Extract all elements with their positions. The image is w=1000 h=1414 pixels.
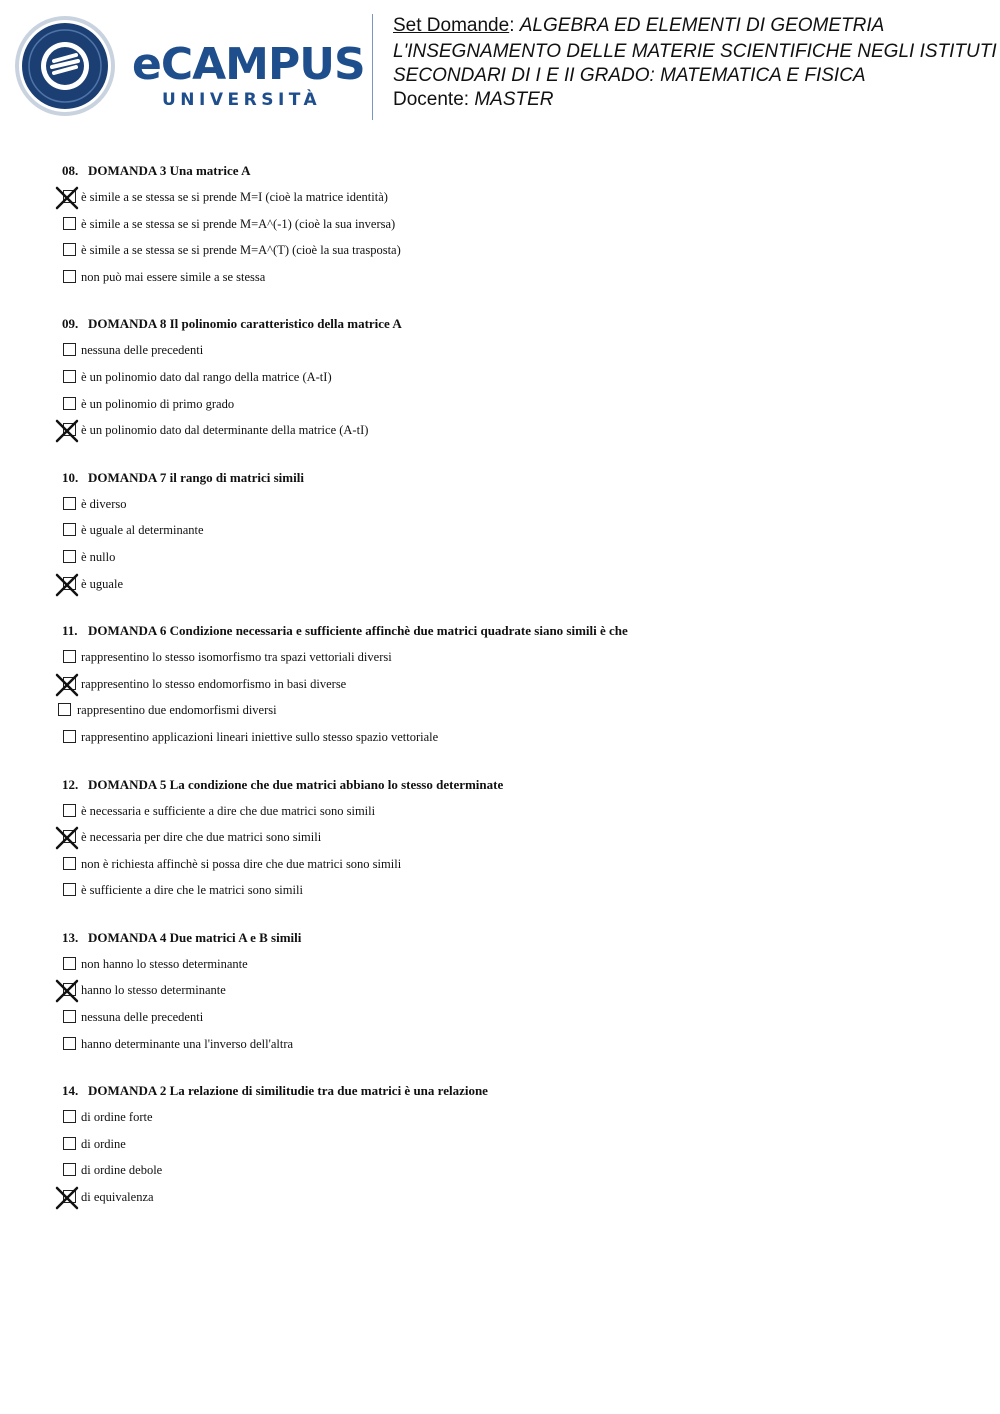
answer-label: nessuna delle precedenti bbox=[81, 1010, 204, 1025]
answer-label: nessuna delle precedenti bbox=[81, 343, 204, 358]
question-title bbox=[62, 158, 1000, 184]
question-number: 10. bbox=[62, 469, 79, 485]
answer-label: di equivalenza bbox=[81, 1190, 154, 1205]
answer-label: è un polinomio dato dal determinante della matrice (A-tI) bbox=[81, 423, 369, 438]
cross-mark-icon bbox=[54, 825, 80, 851]
question-block bbox=[0, 618, 1000, 750]
answer-option[interactable] bbox=[0, 1004, 1000, 1031]
question-number: 13. bbox=[62, 929, 79, 945]
answer-checkbox[interactable] bbox=[63, 1163, 76, 1176]
page-header bbox=[0, 0, 1000, 130]
answer-checkbox[interactable] bbox=[63, 217, 76, 230]
header-meta bbox=[393, 14, 997, 112]
answer-option[interactable] bbox=[0, 364, 1000, 391]
answer-label: rappresentino applicazioni lineari iniettive sullo stesso spazio vettoriale bbox=[81, 729, 439, 744]
answer-checkbox[interactable] bbox=[63, 370, 76, 383]
answer-option[interactable] bbox=[0, 571, 1000, 598]
answer-checkbox[interactable] bbox=[63, 804, 76, 817]
question-title bbox=[62, 1078, 1000, 1104]
answer-option[interactable] bbox=[0, 951, 1000, 978]
question-list bbox=[0, 158, 1000, 1232]
set-row bbox=[393, 14, 993, 38]
question-title bbox=[62, 772, 1000, 798]
cross-mark-icon bbox=[54, 978, 80, 1004]
answer-label: non hanno lo stesso determinante bbox=[81, 956, 248, 971]
answer-option[interactable] bbox=[0, 798, 1000, 825]
answer-label: è simile a se stessa se si prende M=I (cioè la matrice identità) bbox=[81, 190, 388, 204]
answer-option[interactable] bbox=[0, 517, 1000, 544]
set-value: ALGEBRA ED ELEMENTI DI GEOMETRIA bbox=[519, 15, 885, 36]
question-title bbox=[62, 618, 1000, 644]
question-number: 12. bbox=[62, 776, 79, 792]
answer-label: è necessaria e sufficiente a dire che due matrici sono simili bbox=[81, 803, 376, 818]
answer-option[interactable] bbox=[0, 544, 1000, 571]
teacher-row bbox=[393, 88, 993, 112]
cross-mark-icon bbox=[54, 418, 80, 444]
question-title bbox=[62, 925, 1000, 951]
answer-label: non è richiesta affinchè si possa dire che due matrici sono simili bbox=[81, 856, 402, 871]
answer-label: è diverso bbox=[81, 496, 127, 511]
answer-label: è simile a se stessa se si prende M=A^(T) (cioè la sua trasposta) bbox=[81, 243, 401, 258]
answer-checkbox[interactable] bbox=[63, 343, 76, 356]
answer-option[interactable] bbox=[0, 237, 1000, 264]
course-line-2 bbox=[393, 64, 993, 88]
answer-label: è sufficiente a dire che le matrici sono simili bbox=[81, 883, 303, 898]
answer-label: hanno determinante una l'inverso dell'altra bbox=[81, 1036, 294, 1051]
answer-option[interactable] bbox=[0, 644, 1000, 671]
answer-checkbox[interactable] bbox=[63, 1037, 76, 1050]
question-text: DOMANDA 2 La relazione di similitudie tra due matrici è una relazione bbox=[88, 1083, 488, 1099]
answer-checkbox[interactable] bbox=[63, 550, 76, 563]
answer-checkbox[interactable] bbox=[63, 1010, 76, 1023]
question-title bbox=[62, 465, 1000, 491]
question-block bbox=[0, 925, 1000, 1057]
answer-checkbox[interactable] bbox=[63, 397, 76, 410]
answer-label: di ordine forte bbox=[81, 1110, 153, 1125]
question-text: DOMANDA 5 La condizione che due matrici abbiano lo stesso determinate bbox=[88, 776, 504, 792]
teacher-label: Docente: bbox=[393, 89, 470, 110]
answer-checkbox[interactable] bbox=[63, 957, 76, 970]
answer-checkbox[interactable] bbox=[58, 703, 71, 716]
answer-checkbox[interactable] bbox=[63, 270, 76, 283]
cross-mark-icon bbox=[54, 1185, 80, 1211]
course-line-1 bbox=[393, 40, 997, 64]
question-number: 08. bbox=[62, 163, 79, 178]
logo-brand-text: eCAMPUS bbox=[132, 39, 365, 90]
question-number: 09. bbox=[62, 316, 79, 332]
question-text: DOMANDA 4 Due matrici A e B simili bbox=[88, 929, 302, 945]
answer-option[interactable] bbox=[0, 264, 1000, 291]
answer-option[interactable] bbox=[0, 337, 1000, 364]
question-number: 14. bbox=[62, 1083, 79, 1099]
university-wordmark-logo bbox=[132, 39, 365, 115]
answer-option[interactable] bbox=[0, 211, 1000, 238]
answer-option[interactable] bbox=[0, 1031, 1000, 1058]
question-text: DOMANDA 6 Condizione necessaria e sufficiente affinchè due matrici quadrate siano simili è che bbox=[88, 623, 628, 639]
set-label: Set Domande bbox=[393, 15, 510, 36]
answer-label: rappresentino due endomorfismi diversi bbox=[77, 703, 277, 718]
answer-option[interactable] bbox=[0, 977, 1000, 1004]
question-number: 11. bbox=[62, 623, 78, 639]
teacher-value: MASTER bbox=[474, 89, 554, 110]
answer-label: è uguale bbox=[81, 576, 123, 591]
answer-option[interactable] bbox=[0, 824, 1000, 851]
question-text: DOMANDA 7 il rango di matrici simili bbox=[88, 469, 304, 485]
answer-label: è un polinomio dato dal rango della matrice (A-tI) bbox=[81, 369, 332, 384]
answer-checkbox[interactable] bbox=[63, 523, 76, 536]
answer-checkbox[interactable] bbox=[63, 857, 76, 870]
answer-label: di ordine bbox=[81, 1136, 126, 1151]
question-block bbox=[0, 158, 1000, 290]
answer-checkbox[interactable] bbox=[63, 1137, 76, 1150]
answer-label: è un polinomio di primo grado bbox=[81, 396, 235, 411]
answer-label: è necessaria per dire che due matrici sono simili bbox=[81, 830, 322, 845]
answer-label: hanno lo stesso determinante bbox=[81, 983, 226, 998]
answer-checkbox[interactable] bbox=[63, 1110, 76, 1123]
answer-label: è simile a se stessa se si prende M=A^(-1) (cioè la sua inversa) bbox=[81, 216, 396, 231]
university-seal-logo bbox=[14, 15, 116, 117]
answer-checkbox[interactable] bbox=[63, 650, 76, 663]
answer-checkbox[interactable] bbox=[63, 883, 76, 896]
question-text: DOMANDA 3 Una matrice A bbox=[88, 163, 251, 178]
cross-mark-icon bbox=[54, 672, 80, 698]
cross-mark-icon bbox=[54, 185, 80, 211]
question-block bbox=[0, 1078, 1000, 1210]
answer-label: non può mai essere simile a se stessa bbox=[81, 269, 266, 284]
answer-label: è nullo bbox=[81, 549, 116, 564]
answer-checkbox[interactable] bbox=[63, 243, 76, 256]
logo-sub-text: UNIVERSITÀ bbox=[162, 90, 322, 110]
question-title bbox=[62, 311, 1000, 337]
course-line-2-text: SECONDARI DI I E II GRADO: MATEMATICA E FISICA bbox=[393, 65, 866, 86]
answer-option[interactable] bbox=[0, 391, 1000, 418]
course-line-1-text: L'INSEGNAMENTO DELLE MATERIE SCIENTIFICHE NEGLI ISTITUTI bbox=[393, 41, 997, 62]
answer-label: rappresentino lo stesso isomorfismo tra spazi vettoriali diversi bbox=[81, 650, 392, 665]
set-separator: : bbox=[509, 15, 515, 36]
answer-option[interactable] bbox=[0, 184, 1000, 211]
answer-option[interactable] bbox=[0, 1104, 1000, 1131]
answer-label: è uguale al determinante bbox=[81, 523, 204, 538]
cross-mark-icon bbox=[54, 572, 80, 598]
header-divider bbox=[372, 14, 373, 120]
answer-option[interactable] bbox=[0, 671, 1000, 698]
answer-checkbox[interactable] bbox=[63, 730, 76, 743]
question-block bbox=[0, 465, 1000, 597]
answer-option[interactable] bbox=[0, 417, 1000, 444]
answer-option[interactable] bbox=[0, 851, 1000, 878]
answer-option[interactable] bbox=[0, 697, 1000, 724]
answer-option[interactable] bbox=[0, 877, 1000, 904]
answer-option[interactable] bbox=[0, 1131, 1000, 1158]
question-block bbox=[0, 311, 1000, 443]
answer-option[interactable] bbox=[0, 491, 1000, 518]
answer-option[interactable] bbox=[0, 1157, 1000, 1184]
answer-checkbox[interactable] bbox=[63, 497, 76, 510]
answer-label: di ordine debole bbox=[81, 1163, 163, 1178]
question-text: DOMANDA 8 Il polinomio caratteristico della matrice A bbox=[88, 316, 402, 332]
answer-option[interactable] bbox=[0, 1184, 1000, 1211]
answer-label: rappresentino lo stesso endomorfismo in basi diverse bbox=[81, 676, 347, 691]
answer-option[interactable] bbox=[0, 724, 1000, 751]
question-block bbox=[0, 772, 1000, 904]
